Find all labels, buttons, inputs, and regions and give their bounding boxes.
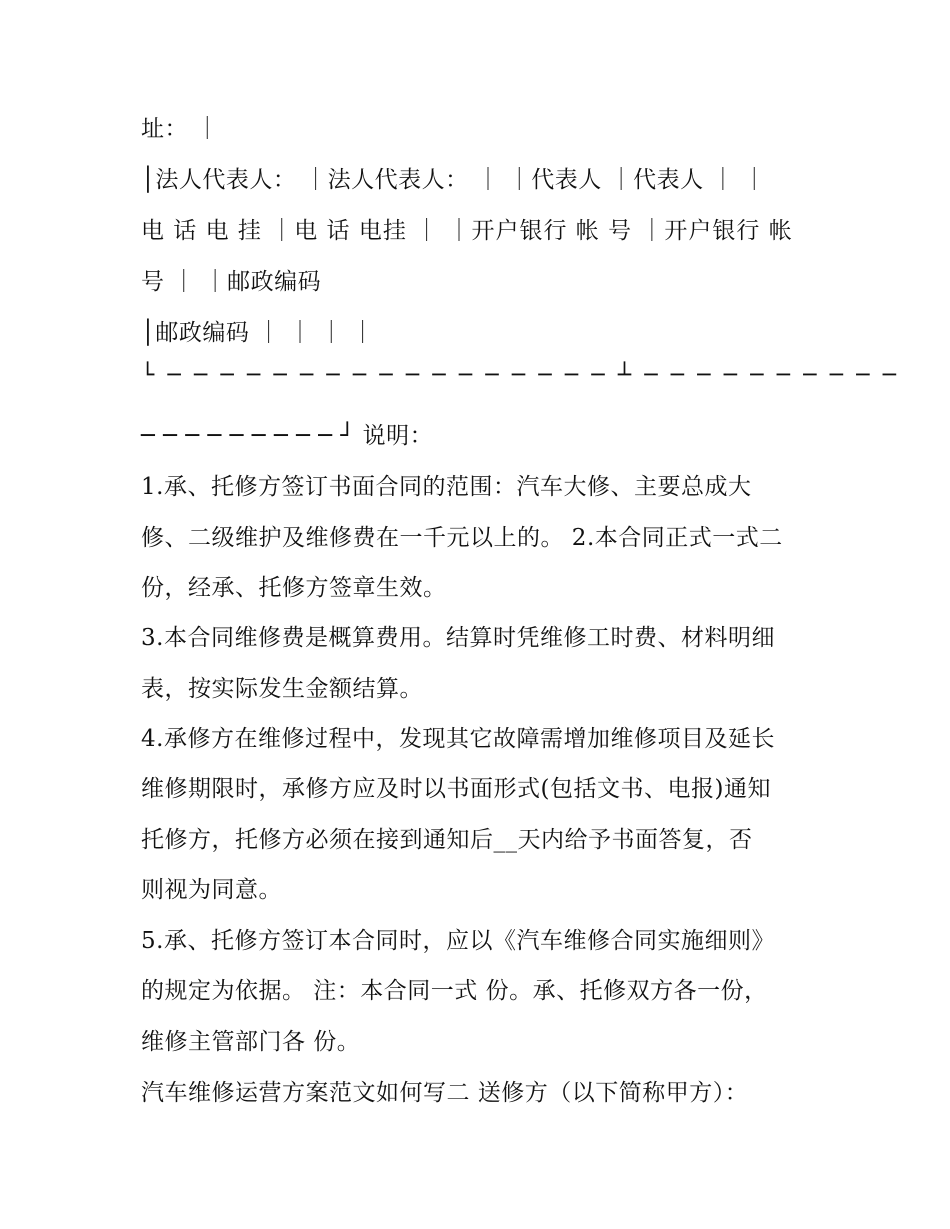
text-line-notes-heading: ─ ─ ─ ─ ─ ─ ─ ─ ─ ┘ 说明： xyxy=(141,423,434,449)
text-line-note-3a: 3.本合同维修费是概算费用。结算时凭维修工时费、材料明细 xyxy=(141,625,775,651)
text-line-account-postcode: 号 ｜ ｜邮政编码 xyxy=(141,269,322,295)
text-line-note-1b: 修、二级维护及维修费在一千元以上的。 2.本合同正式一式二 xyxy=(141,525,783,551)
text-line-note-5a: 5.承、托修方签订本合同时，应以《汽车维修合同实施细则》 xyxy=(141,928,775,954)
text-line-note-4d: 则视为同意。 xyxy=(141,877,282,903)
text-line-note-4c: 托修方，托修方必须在接到通知后__天内给予书面答复，否 xyxy=(141,827,753,853)
text-line-note-4a: 4.承修方在维修过程中，发现其它故障需增加维修项目及延长 xyxy=(141,726,775,752)
text-line-note-5c: 维修主管部门各 份。 xyxy=(141,1029,361,1055)
text-line-note-1a: 1.承、托修方签订书面合同的范围：汽车大修、主要总成大 xyxy=(141,474,752,500)
text-line-postcode: │邮政编码 ｜ ｜ ｜ ｜ xyxy=(141,320,375,346)
text-line-address: 址： ｜ xyxy=(141,116,220,142)
text-line-phone-bank: 电 话 电 挂 ｜电 话 电挂 ｜ ｜开户银行 帐 号 ｜开户银行 帐 xyxy=(141,218,793,244)
text-line-note-5b: 的规定为依据。 注：本合同一式 份。承、托修双方各一份， xyxy=(141,978,768,1004)
text-line-note-2: 份，经承、托修方签章生效。 xyxy=(141,575,447,601)
text-line-note-4b: 维修期限时，承修方应及时以书面形式(包括文书、电报)通知 xyxy=(141,776,771,802)
table-bottom-border: └ ─ ─ ─ ─ ─ ─ ─ ─ ─ ─ ─ ─ ─ ─ ─ ─ ─ ┴ ─ ─ ─ ─ ─ ─ ─ ─ ─ ─ xyxy=(141,363,896,388)
text-line-legal-representative: │法人代表人： ｜法人代表人： ｜ ｜代表人 ｜代表人 ｜ ｜ xyxy=(141,167,767,193)
text-line-section-heading: 汽车维修运营方案范文如何写二 送修方（以下简称甲方）： xyxy=(141,1080,749,1106)
text-line-note-3b: 表，按实际发生金额结算。 xyxy=(141,676,423,702)
